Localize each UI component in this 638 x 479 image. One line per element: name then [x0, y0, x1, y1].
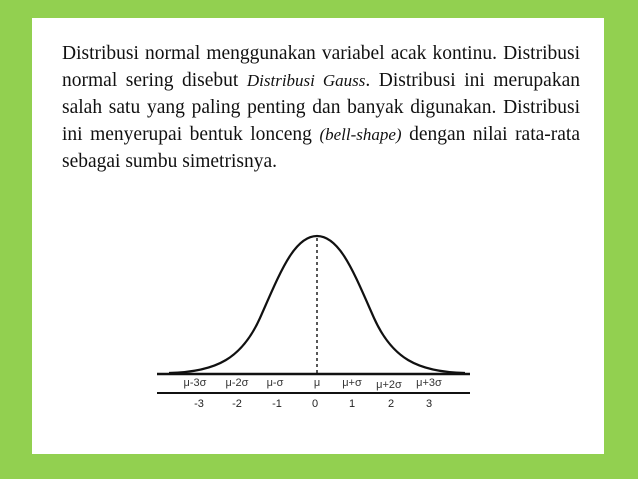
- sigma-label: μ-2σ: [225, 377, 249, 389]
- z-label: -1: [272, 398, 282, 410]
- sigma-label: μ-3σ: [183, 377, 207, 389]
- z-label: -2: [232, 398, 242, 410]
- sigma-label: μ-σ: [266, 377, 284, 389]
- bell-curve-figure: [32, 18, 604, 454]
- slide: [32, 18, 604, 454]
- sigma-label: μ+2σ: [376, 379, 402, 391]
- z-label: -3: [194, 398, 204, 410]
- paragraph-text-2: . Distribusi ini merupakan salah satu yang paling penting dan banyak digunakan. Distribusi ini menyerupai bentuk lonceng: [62, 70, 580, 145]
- z-label: 1: [348, 398, 356, 410]
- z-label: 0: [311, 398, 319, 410]
- paragraph-text-1: Distribusi normal menggunakan variabel acak kontinu. Distribusi normal sering disebut: [62, 43, 580, 91]
- sigma-label: μ: [313, 377, 321, 389]
- paragraph-italic-gauss: Distribusi Gauss: [246, 71, 366, 90]
- paragraph-italic-bell-shape: (bell-shape): [319, 125, 402, 144]
- sigma-label: μ+σ: [342, 377, 362, 389]
- sigma-label: μ+3σ: [416, 377, 442, 389]
- z-label: 3: [425, 398, 433, 410]
- paragraph-text-3: dengan nilai rata-rata sebagai sumbu simetrisnya.: [62, 124, 581, 172]
- z-label: 2: [387, 398, 395, 410]
